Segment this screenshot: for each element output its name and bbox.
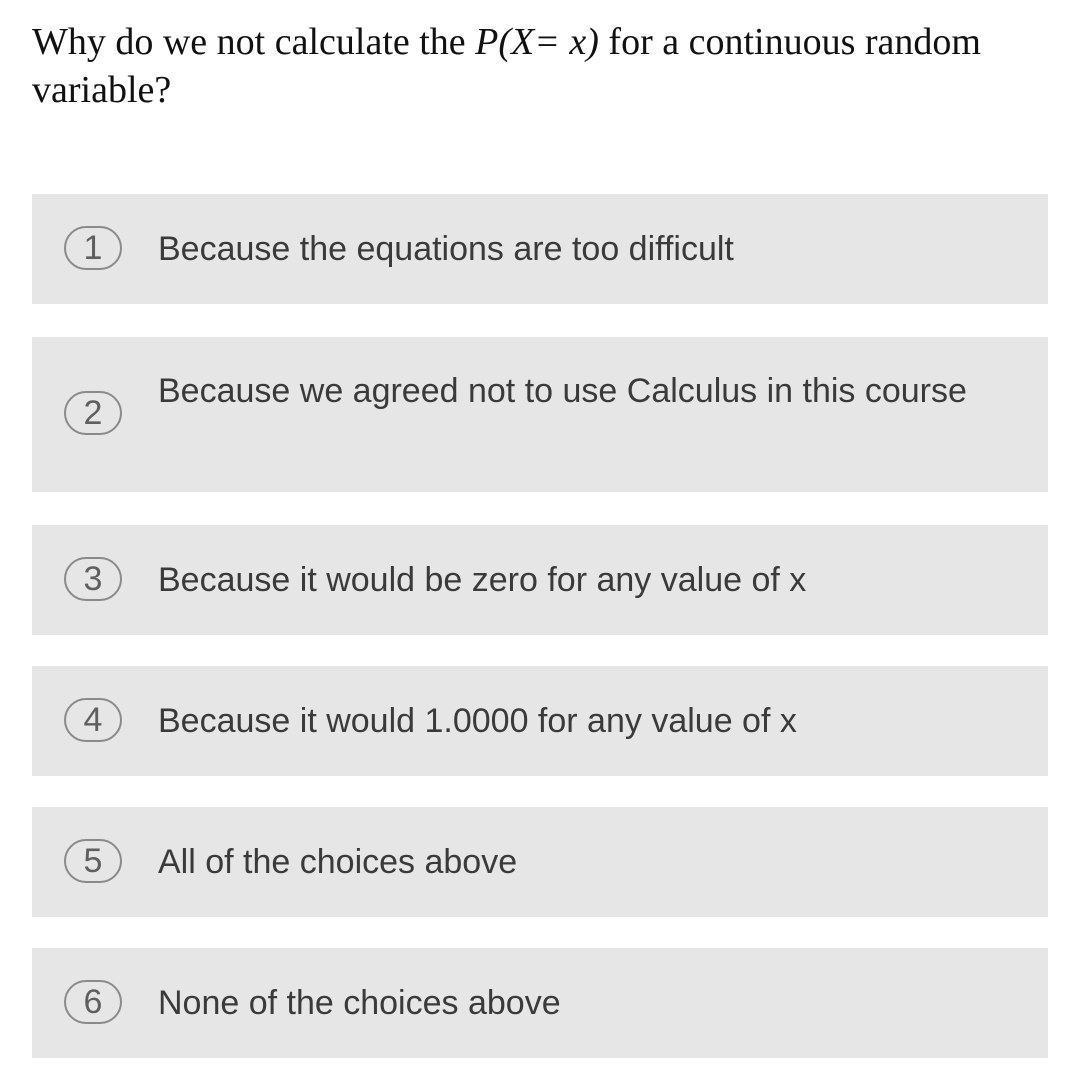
answer-option-2[interactable]	[32, 337, 1048, 492]
question-prefix: Why do we not calculate the	[32, 21, 476, 63]
question-text	[32, 18, 1042, 114]
option-number-badge: 4	[64, 698, 122, 742]
option-label: Because it would be zero for any value of x	[158, 561, 807, 599]
option-number-badge: 5	[64, 839, 122, 883]
option-label: None of the choices above	[158, 984, 561, 1022]
option-number-badge: 1	[64, 226, 122, 270]
answer-option-1[interactable]	[32, 194, 1048, 304]
option-number-badge: 6	[64, 980, 122, 1024]
option-label: All of the choices above	[158, 843, 518, 881]
option-label: Because we agreed not to use Calculus in this course	[158, 372, 967, 410]
option-number-badge: 3	[64, 557, 122, 601]
answer-option-3[interactable]	[32, 525, 1048, 635]
answer-option-5[interactable]	[32, 807, 1048, 917]
option-number-badge: 2	[64, 391, 122, 435]
question-math: P(X= x)	[475, 21, 599, 63]
answer-option-4[interactable]	[32, 666, 1048, 776]
question-suffix: for a continuous random variable?	[32, 21, 981, 111]
answer-option-6[interactable]	[32, 948, 1048, 1058]
option-label: Because the equations are too difficult	[158, 230, 734, 268]
option-label: Because it would 1.0000 for any value of x	[158, 702, 797, 740]
